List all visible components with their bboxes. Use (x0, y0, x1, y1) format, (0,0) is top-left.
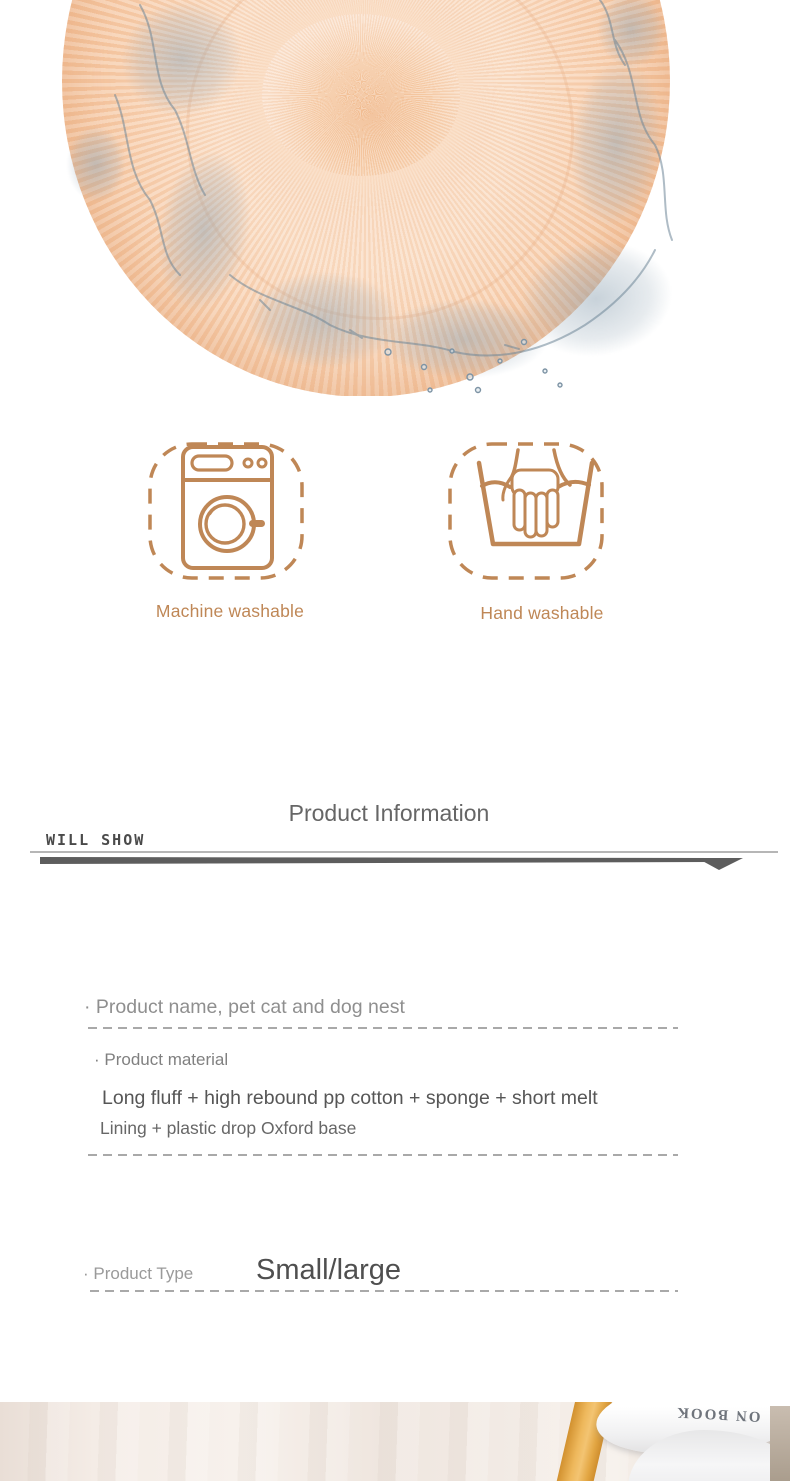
product-photo-bed (0, 0, 790, 396)
arrow-divider (0, 845, 790, 875)
product-material-label: · Product material (94, 1050, 229, 1069)
will-show-tagline: WILL SHOW (46, 831, 146, 849)
water-splash-streaks (0, 0, 790, 396)
washing-machine-icon (146, 440, 306, 582)
hand-wash-icon (446, 440, 606, 582)
dashed-separator (90, 1290, 678, 1292)
product-type-label: · Product Type (83, 1264, 194, 1283)
product-material-line1: Long fluff + high rebound pp cotton + sponge + short melt (102, 1087, 598, 1109)
dashed-separator (88, 1027, 678, 1029)
product-material-line2: Lining + plastic drop Oxford base (100, 1118, 357, 1138)
upside-down-book-text: ON BOOK (674, 1403, 761, 1425)
dashed-separator (88, 1154, 678, 1156)
arrowhead-icon (697, 858, 743, 870)
machine-washable-label: Machine washable (155, 601, 305, 621)
hand-washable-label: Hand washable (480, 603, 604, 623)
dashed-border (150, 444, 302, 578)
product-type-value: Small/large (256, 1254, 402, 1286)
lifestyle-photo-strip (0, 1402, 790, 1481)
product-name-row: · Product name, pet cat and dog nest (84, 996, 405, 1018)
section-title: Product Information (288, 800, 490, 826)
